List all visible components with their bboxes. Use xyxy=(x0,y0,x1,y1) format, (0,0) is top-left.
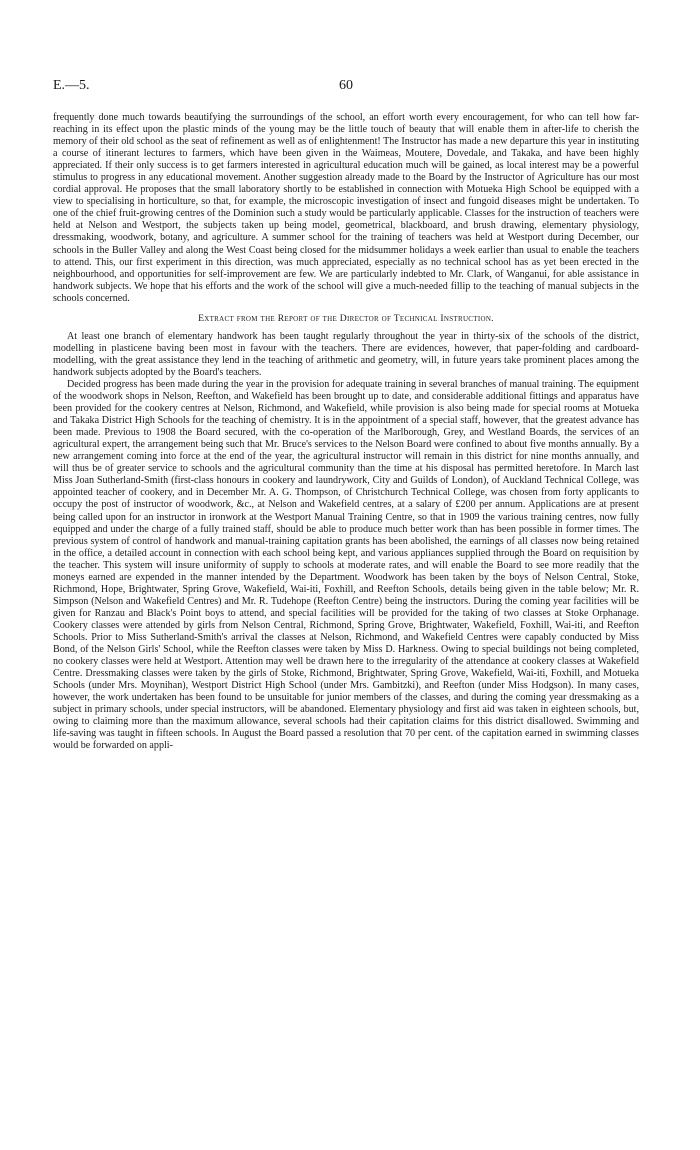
body-paragraph: frequently done much towards beautifying the surroundings of the school, an effort worth every encouragement, for who can tell how far-reaching in its effect upon the plastic minds of the young may be the little touch of beauty that will enable them in after-life to cherish the memory of their old school as the seat of refinement as well as of enlightenment! The Instructor has made a new departure this year in instituting a course of itinerant lectures to farmers, which have been given in the Waimeas, Moutere, Dovedale, and Takaka, and have been highly appreciated. If their only success is to get farmers interested in agricultural education much will be gained, as local interest may be a powerful stimulus to progress in any educational movement. Another suggestion already made to the Board by the Instructor of Agriculture has our most cordial approval. He proposes that the small laboratory shortly to be established in connection with Motueka High School be equipped with a view to specialising in horticulture, so that, for example, the microscopic investigation of insect and fungoid diseases might be undertaken. To one of the chief fruit-growing centres of the Dominion such a study would be particularly applicable. Classes for the instruction of teachers were held at Nelson and Westport, the subjects taken up being model, geometrical, blackboard, and brush drawing, elementary physiology, dressmaking, woodwork, botany, and agriculture. A summer school for the training of teachers was held at Westport during December, our schools in the Buller Valley and along the West Coast being closed for the midsummer holidays a week earlier than usual to enable the teachers to attend. This, our first experiment in this direction, was much appreciated, especially as no technical school has as yet been erected in the neighbourhood, and opportunities for self-improvement are few. We are particularly indebted to Mr. Clark, of Wanganui, for able assistance in handwork subjects. We hope that his efforts and the work of the school will give a much-needed fillip to the teaching of manual subjects in the schools concerned. xyxy=(53,112,639,304)
report-reference: E.—5. xyxy=(53,78,90,93)
page-number: 60 xyxy=(339,78,353,93)
page-body xyxy=(53,112,639,752)
body-paragraph: Decided progress has been made during the year in the provision for adequate training in several branches of manual training. The equipment of the woodwork shops in Nelson, Reefton, and Wakefield has been brought up to date, and considerable additional fittings and apparatus have been provided for the cookery centres at Nelson, Richmond, and Wakefield, while provision is also being made for special rooms at Motueka and Takaka District High Schools for the teaching of chemistry. It is in the appointment of a special staff, however, that the greatest advance has been made. Previous to 1908 the Board secured, with the co-operation of the Marlborough, Grey, and Westland Boards, the services of an agricultural expert, the arrangement being such that Mr. Bruce's services to the Nelson Board were confined to about five months annually. By a new arrangement coming into force at the end of the year, the agricultural instructor will remain in this district for nine months annually, and will thus be of greater service to schools and the agricultural community than the time at his disposal has permitted heretofore. In March last Miss Joan Sutherland-Smith (first-class honours in cookery and laundrywork, City and Guilds of London), of Auckland Technical College, was appointed teacher of cookery, and in December Mr. A. G. Thompson, of Christchurch Technical College, was chosen from forty applicants to occupy the post of instructor of woodwork, &c., at Nelson and Wakefield centres, at a salary of £200 per annum. Applications are at present being called upon for an instructor in ironwork at the Westport Manual Training Centre, so that in 1909 the various training centres, now fully equipped and under the charge of a fully trained staff, should be able to produce much better work than has been possible in former times. The previous system of control of handwork and manual-training capitation grants has been abolished, the earnings of all classes now being retained in the office, a detailed account in connection with each school being kept, and various appliances supplied through the Board on requisition by the teacher. This system will insure uniformity of supply to schools at moderate rates, and will enable the Board to see more readily that the moneys earned are expended in the manner intended by the Department. Woodwork has been taken by the boys of Nelson Central, Stoke, Richmond, Hope, Brightwater, Spring Grove, Wakefield, Wai-iti, Foxhill, and Reefton Schools, details being given in the table below; Mr. R. Simpson (Nelson and Wakefield Centres) and Mr. R. Tudehope (Reefton Centre) being the instructors. During the coming year facilities will be given for Ranzau and Black's Point boys to attend, and special facilities will be provided for the taking of two classes at Stoke Orphanage. Cookery classes were attended by girls from Nelson Central, Richmond, Spring Grove, Brightwater, Wakefield, Foxhill, Wai-iti, and Reefton Schools. Prior to Miss Sutherland-Smith's arrival the classes at Nelson, Richmond, and Wakefield Centres were capably conducted by Miss Bond, of the Nelson Girls' School, while the Reefton classes were taken by Miss D. Harkness. Owing to special buildings not being completed, no cookery classes were held at Westport. Attention may well be drawn here to the irregularity of the attendance at cookery classes at Wakefield Centre. Dressmaking classes were taken by the girls of Stoke, Richmond, Brightwater, Spring Grove, Wakefield, Wai-iti, Foxhill, and Motueka Schools (under Mrs. Moynihan), Westport District High School (under Mrs. Gambitzki), and Reefton (under Miss Hodgson). In many cases, however, the work undertaken has been found to be unsuitable for junior members of the classes, and during the coming year dressmaking as a subject in primary schools, under special instructors, will be abandoned. Elementary physiology and first aid was taken in eighteen schools, but, owing to claiming more than the maximum allowance, several schools had their capitation claims for this district disallowed. Swimming and life-saving was taught in fifteen schools. In August the Board passed a resolution that 70 per cent. of the capitation earned in swimming classes would be forwarded on appli- xyxy=(53,378,639,752)
body-paragraph: At least one branch of elementary handwork has been taught regularly throughout the year in thirty-six of the schools of the district, modelling in plasticene baving been most in favour with the teachers. There are evidences, however, that paper-folding and cardboard-modelling, with the great assistance they lend in the teaching of arithmetic and geometry, will, in future years take prominent places among the handwork subjects adopted by the Board's teachers. xyxy=(53,330,639,378)
section-heading-text: Extract from the Report of the Director of Technical Instruction. xyxy=(198,312,494,324)
page-header xyxy=(53,78,639,96)
section-heading xyxy=(53,313,639,325)
